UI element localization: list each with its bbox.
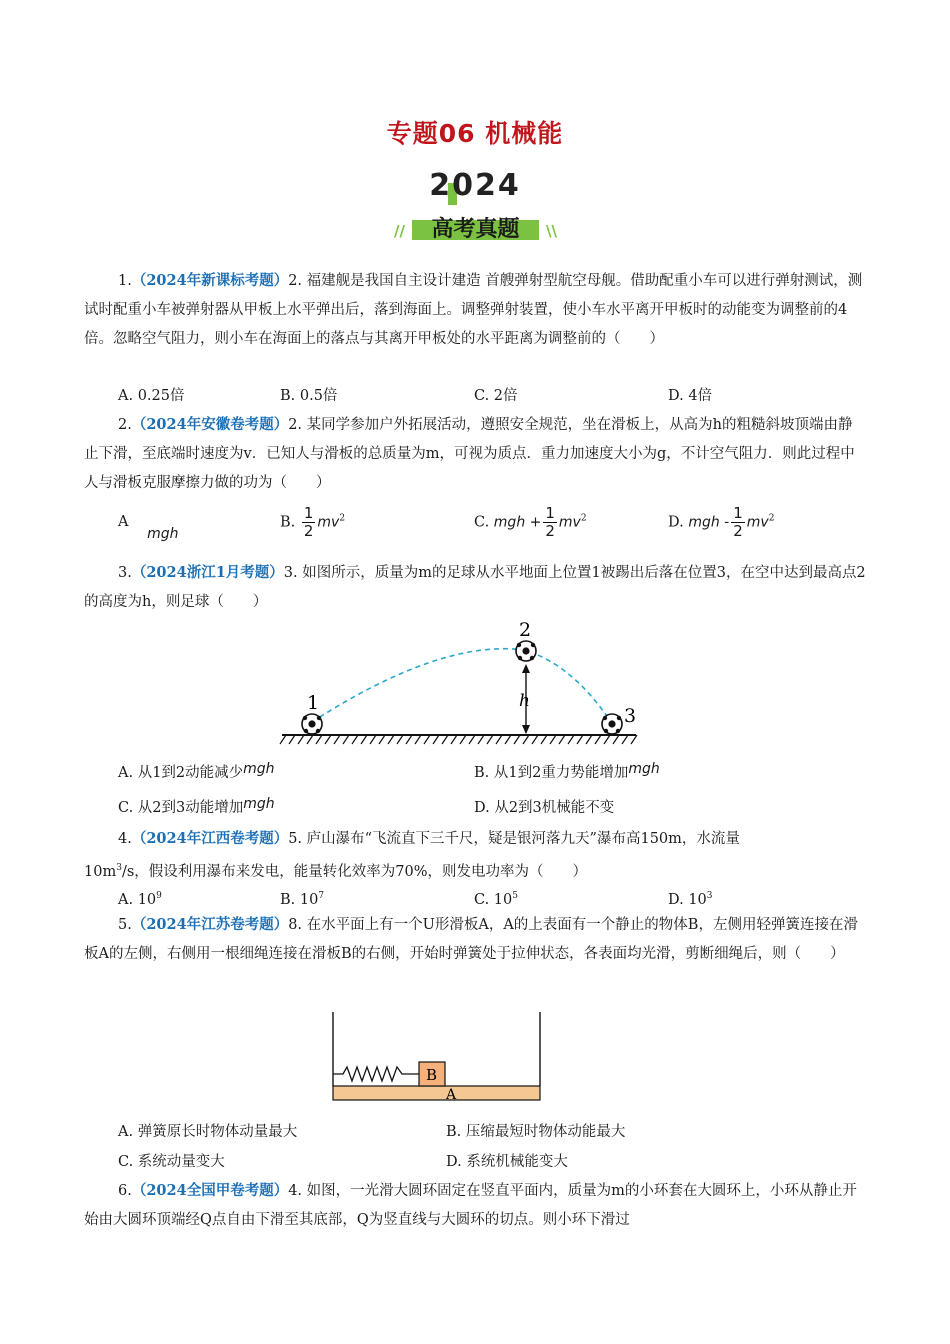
question-text: 4. 如图，一光滑大圆环固定在竖直平面内，质量为m的小环套在大圆环上，小环从静止开始由大圆环顶端经Q点自由下滑至其底部，Q为竖直线与大圆环的切点。则小环下滑过 [84,1183,857,1228]
q2-option-b: B. $\frac{1}{2}$ $mv^2$ [280,504,346,540]
question-1 [84,266,866,354]
question-source-tag: （2024年安徽卷考题） [131,416,289,433]
question-number: 6. [118,1183,132,1199]
question-source-tag: （2024年新课标考题） [131,272,289,289]
q1-option-a: A. 0.25倍 [118,388,185,404]
q2-option-d: D. mgh - $\frac{1}{2}$ $mv^2$ [668,504,775,540]
question-source-tag: （2024年江西卷考题） [131,830,289,847]
q4-option-c: C. $10^5$ [474,891,518,908]
fraction-half: $\frac{1}{2}$ [303,504,314,540]
q4-option-a: A. $10^9$ [118,891,162,908]
block-label-b: B [426,1066,438,1084]
football-icon-position-3 [602,714,622,734]
q3-option-b: B. 从1到2重力势能增加mgh [474,761,660,781]
question-number: 1. [118,273,132,289]
q2-option-c: C. mgh + $\frac{1}{2}$ $mv^2$ [474,504,587,540]
fraction-half: $\frac{1}{2}$ [733,504,743,540]
question-text: 2. 福建舰是我国自主设计建造 首艘弹射型航空母舰。借助配重小车可以进行弹射测试，测试时配重小车被弹射器从甲板上水平弹出后，落到海面上。调整弹射装置，使小车水平离开甲板时的动能变为调整前的4倍。忽略空气阻力，则小车在海面上的落点与其离开甲板处的水平距离为调整前的（ ） [84,273,863,347]
spring-icon [333,1067,419,1081]
year-heading: 2024 [429,168,521,203]
plank-a [333,1086,540,1100]
question-number: 4. [118,831,132,847]
q5-option-c: C. 系统动量变大 [118,1154,225,1170]
question-4: 4.（2024年江西卷考题）5. 庐山瀑布“飞流直下三千尺，疑是银河落九天”瀑布高150m，水流量 $10m^3/s$，假设利用瀑布来发电，能量转化效率为70%，则发电功率为（ ） [84,830,740,880]
question-text: 2. 某同学参加户外拓展活动，遵照安全规范，坐在滑板上，从高为h的粗糙斜坡顶端由静止下滑，至底端时速度为v．已知人与滑板的总质量为m，可视为质点．重力加速度大小为g，不计空气阻力．则此过程中人与滑板克服摩擦力做的功为（ ） [84,417,855,491]
question-source-tag: （2024年江苏卷考题） [131,916,289,933]
height-label: h [519,691,530,711]
question-source-tag: （2024全国甲卷考题） [131,1182,289,1199]
question-number: 2. [118,417,132,433]
question-number: 3. [118,565,132,581]
football-trajectory-figure [276,614,642,748]
trajectory-dashed-curve [312,649,611,722]
q1-option-b: B. 0.5倍 [280,388,338,404]
football-icon-position-1 [302,714,322,734]
football-icon-position-2 [516,641,536,661]
question-2 [84,410,866,498]
question-text: 5. 庐山瀑布“飞流直下三千尺，疑是银河落九天”瀑布高150m，水流量 [288,831,740,847]
position-label-1: 1 [307,692,320,714]
q3-option-d: D. 从2到3机械能不变 [474,800,615,816]
q2-option-a: A mgh [118,514,179,542]
position-label-2: 2 [519,619,532,641]
question-text: 8. 在水平面上有一个U形滑板A，A的上表面有一个静止的物体B，左侧用轻弹簧连接在滑板A的左侧，右侧用一根细绳连接在滑板B的右侧，开始时弹簧处于拉伸状态，各表面均光滑，剪断细绳后，则（ ） [84,917,858,962]
banner-text: 高考真题 [431,217,520,242]
question-text: 3. 如图所示，质量为m的足球从水平地面上位置1被踢出后落在位置3，在空中达到最高点2的高度为h，则足球（ ） [84,565,866,610]
u-slider-figure [328,1010,546,1106]
q4-option-d: D. $10^3$ [668,891,713,908]
question-number: 5. [118,917,132,933]
position-label-3: 3 [624,705,637,727]
q5-option-b: B. 压缩最短时物体动能最大 [446,1124,626,1140]
banner-slash-left: // [394,222,405,240]
q1-option-d: D. 4倍 [668,388,713,404]
page-title: 专题06 机械能 [386,119,564,148]
q5-option-a: A. 弹簧原长时物体动量最大 [118,1124,298,1140]
question-source-tag: （2024浙江1月考题） [131,564,284,581]
question-5 [84,910,866,969]
arrow-down-icon [522,725,530,734]
ground-hatching [280,735,637,744]
plank-label-a: A [446,1087,457,1103]
q4-option-b: B. $10^7$ [280,891,325,908]
q3-option-c: C. 从2到3动能增加mgh [118,796,275,816]
q1-option-c: C. 2倍 [474,388,518,404]
q5-option-d: D. 系统机械能变大 [446,1154,568,1170]
banner-slash-right: \\ [546,222,557,240]
math-expression: mgh [147,526,179,542]
question-3 [84,558,866,617]
q3-option-a: A. 从1到2动能减少mgh [118,761,275,781]
fraction-half: $\frac{1}{2}$ [545,504,555,540]
arrow-up-icon [522,664,530,673]
exam-banner [392,212,559,244]
question-6 [84,1176,866,1235]
